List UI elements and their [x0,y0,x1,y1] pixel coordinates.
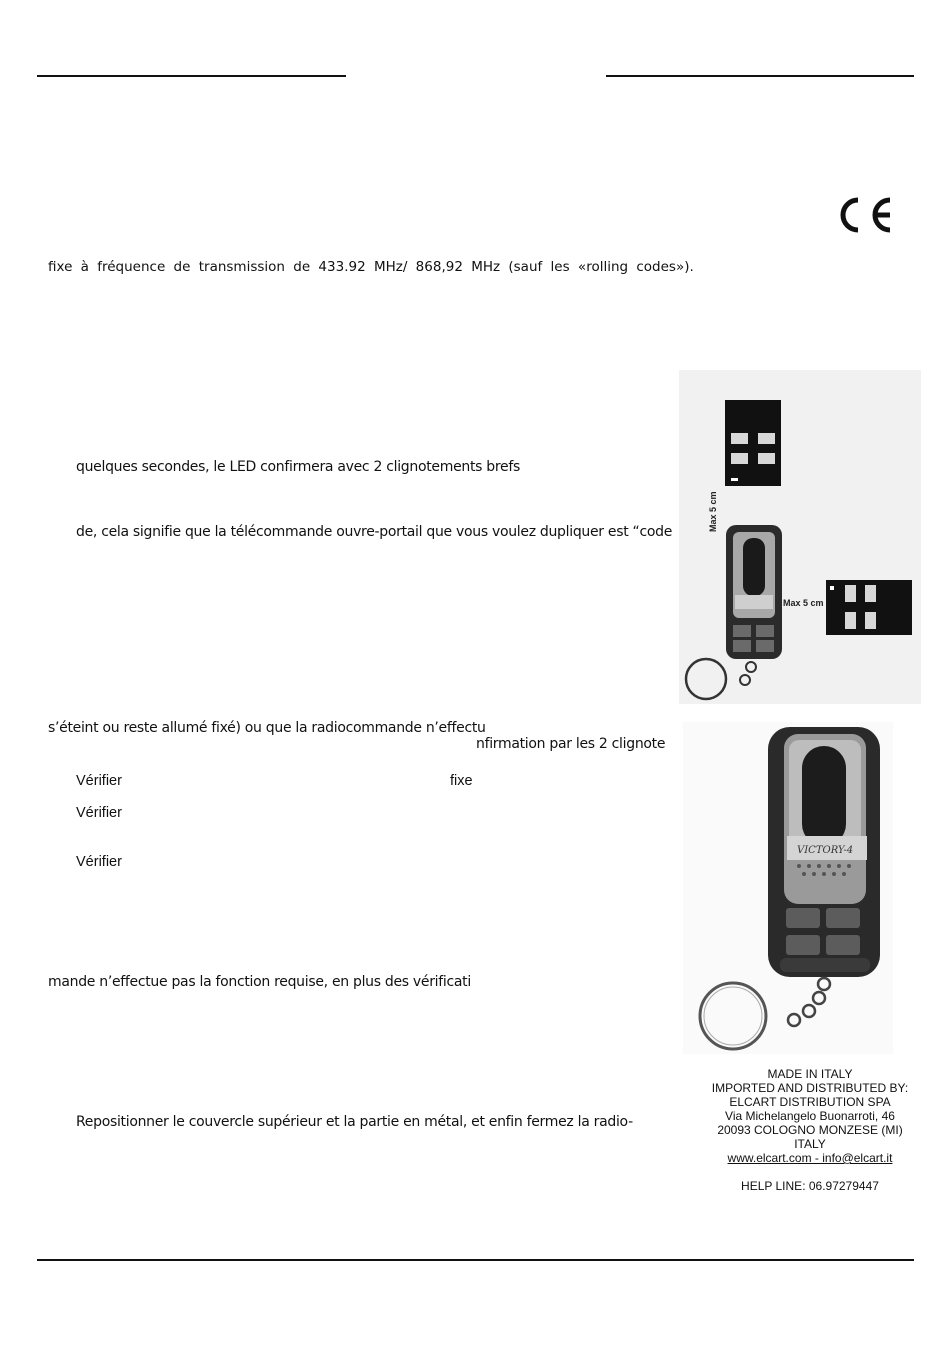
remote-brand-label: VICTORY-4 [797,845,854,856]
text-line-function: mande n’effectue pas la fonction requise, en plus des vérificati [48,974,471,990]
original-remote-side [826,580,912,635]
company-name: ELCART DISTRIBUTION SPA [729,1095,891,1109]
distributor-info [695,1067,925,1193]
header-rule-right [606,75,914,77]
text-line-code: de, cela signifie que la télécommande ouvre-portail que vous voulez dupliquer est “code [76,524,673,540]
distance-diagram [679,370,921,704]
header-rule-left [37,75,346,77]
text-fixe: fixe [450,773,473,789]
intro-line: fixe à fréquence de transmission de 433.92 MHz/ 868,92 MHz (sauf les «rolling codes»). [48,259,694,275]
city-address: 20093 COLOGNO MONZESE (MI) [717,1123,903,1137]
text-line-reposition: Repositionner le couvercle supérieur et la partie en métal, et enfin fermez la radio- [76,1114,633,1130]
max-label-horizontal: Max 5 cm [783,598,824,608]
text-verify-2: Vérifier [76,805,122,821]
imported-by: IMPORTED AND DISTRIBUTED BY: [711,1081,909,1095]
text-verify-1: Vérifier [76,773,122,789]
made-in-italy: MADE IN ITALY [767,1067,853,1081]
website-link[interactable]: www.elcart.com - info@elcart.it [727,1151,893,1165]
remote-control-illustration [683,722,893,1054]
text-line-led-confirm: quelques secondes, le LED confirmera avec 2 clignotements brefs [76,459,520,475]
ce-mark-icon [832,194,894,236]
original-remote-top [725,400,781,486]
street-address: Via Michelangelo Buonarroti, 46 [725,1109,895,1123]
country: ITALY [794,1137,826,1151]
text-line-confirmation: nfirmation par les 2 clignote [476,736,666,752]
max-label-vertical: Max 5 cm [708,491,718,532]
help-line: HELP LINE: 06.97279447 [741,1179,879,1193]
footer-rule [37,1259,914,1261]
text-verify-3: Vérifier [76,854,122,870]
text-line-off: s’éteint ou reste allumé fixé) ou que la radiocommande n’effectu [48,720,486,736]
